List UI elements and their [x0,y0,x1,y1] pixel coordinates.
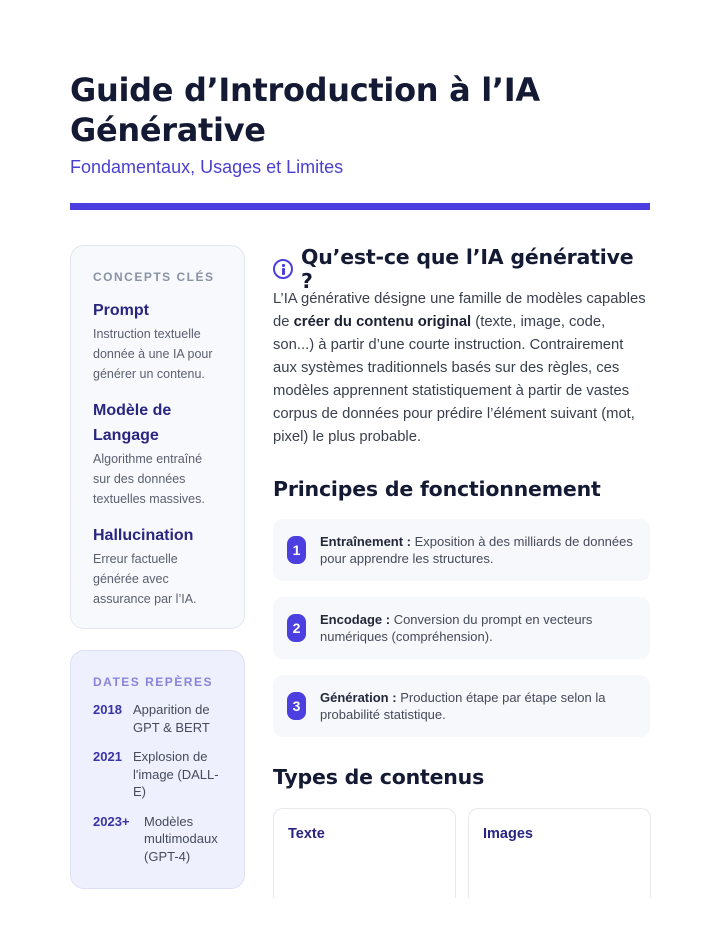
date-text: Modèles multimodaux (GPT-4) [144,813,218,864]
step-label: Génération : [320,689,397,705]
section-what-paragraph [273,288,650,449]
date-text: Apparition de GPT & BERT [133,702,210,735]
content-type-card [273,808,456,898]
paragraph-text: (texte, image, code, son...) à partir d’une courte instruction. Contrairement aux systèmes traditionnels basés sur des règles, ces modèles apprennent statistiquement à partir de vastes corpus de données pour prédire l’élément suivant (mot, pixel) le plus probable. [273,314,635,445]
step-description: Conversion du prompt en vecteurs numériques (compréhension). [320,611,593,644]
date-year: 2018 [93,702,122,717]
section-what-title: Qu’est-ce que l’IA générative ? [301,245,634,293]
step-text [320,611,650,646]
content-type-label: Texte [288,826,325,842]
paragraph-emphasis: créer du contenu original [293,314,472,330]
step-description: Exposition à des milliards de données pour apprendre les structures. [320,533,633,566]
dates-heading: DATES REPÈRES [93,675,213,689]
step-label: Encodage : [320,611,391,627]
concept-item [93,298,222,384]
step-item [273,597,650,659]
date-year: 2021 [93,749,122,764]
step-item [273,675,650,737]
date-item [93,813,222,866]
concept-definition: Erreur factuelle générée avec assurance par l’IA. [93,552,197,606]
step-item [273,519,650,581]
page-subtitle: Fondamentaux, Usages et Limites [70,157,344,177]
concept-item [93,523,222,609]
date-item [93,748,222,801]
dates-card [70,650,245,889]
content-type-card [468,808,651,898]
concept-definition: Algorithme entraîné sur des données textuelles massives. [93,452,205,506]
concepts-heading: CONCEPTS CLÉS [93,270,215,284]
step-number-badge: 1 [287,536,306,564]
page-title: Guide d’Introduction à l’IA Générative [70,71,540,149]
step-text [320,689,650,724]
step-text [320,533,650,568]
step-label: Entraînement : [320,533,412,549]
concept-term: Hallucination [93,527,194,544]
concept-item [93,398,222,509]
step-number-badge: 3 [287,692,306,720]
concept-definition: Instruction textuelle donnée à une IA pour générer un contenu. [93,327,213,381]
date-year: 2023+ [93,813,130,829]
header-divider [70,203,650,210]
date-text: Explosion de l'image (DALL-E) [133,749,219,799]
section-types-title: Types de contenus [273,765,485,789]
concepts-card [70,245,245,629]
paragraph-text: L’IA générative désigne une famille de modèles capables de [273,291,646,330]
step-number-badge: 2 [287,614,306,642]
section-what-heading [273,245,650,293]
content-type-label: Images [483,826,533,842]
concept-term: Prompt [93,302,149,319]
info-icon [273,259,293,279]
date-item [93,701,222,736]
step-description: Production étape par étape selon la probabilité statistique. [320,689,606,722]
concept-term: Modèle de Langage [93,402,172,444]
section-principles-title: Principes de fonctionnement [273,477,601,501]
